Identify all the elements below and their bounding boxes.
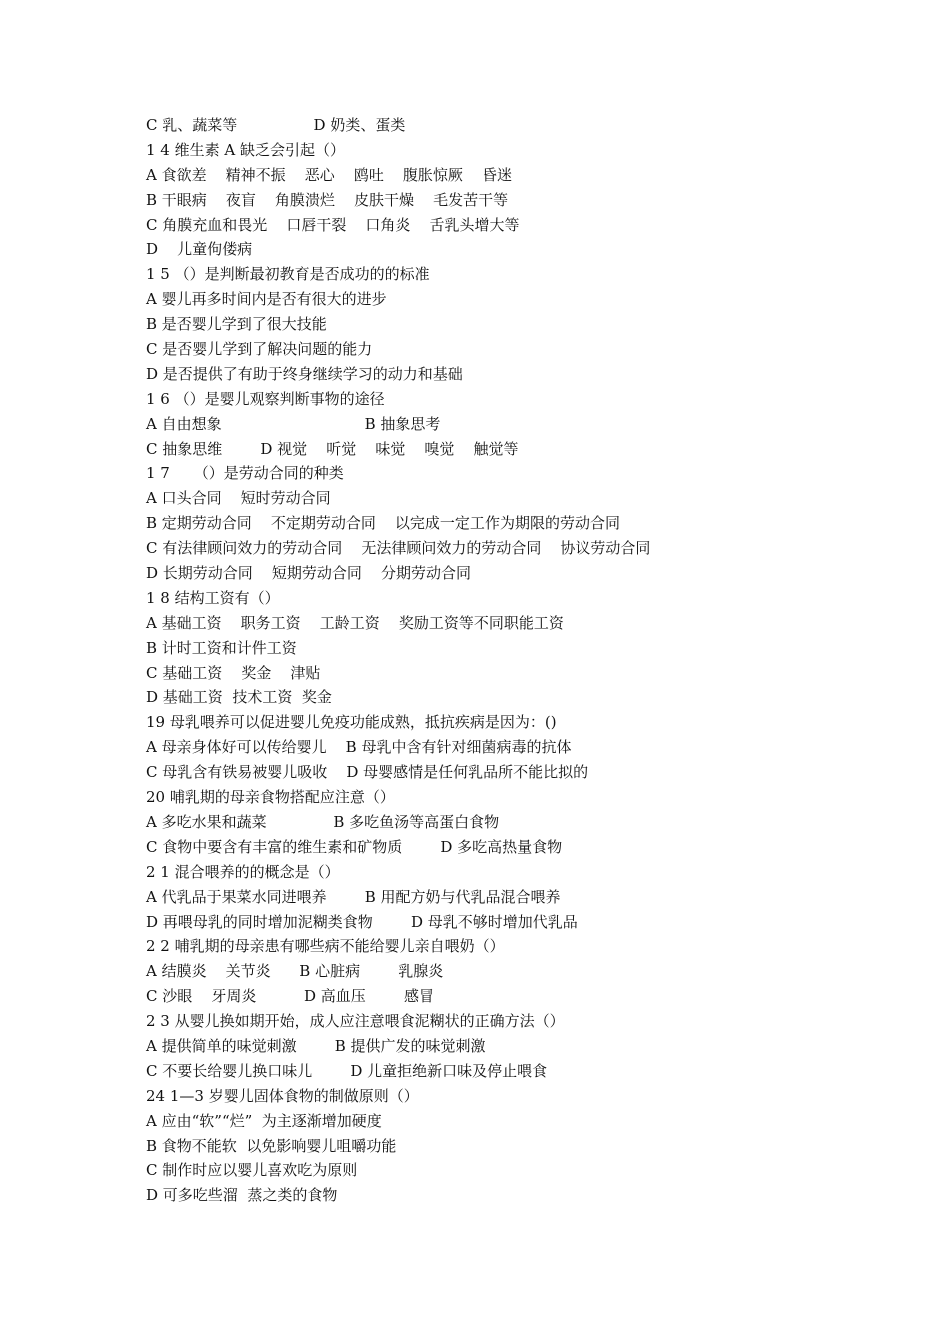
- question-22: 2 2 哺乳期的母亲患有哪些病不能给婴儿亲自喂奶（）: [146, 937, 505, 956]
- question-20: 20 哺乳期的母亲食物搭配应注意（）: [146, 788, 395, 807]
- question-15: 1 5 （）是判断最初教育是否成功的的标准: [146, 265, 430, 284]
- question-21: 2 1 混合喂养的的概念是（）: [146, 862, 340, 881]
- question-17: 1 7 （）是劳动合同的种类: [146, 464, 344, 483]
- text-line: C 乳、蔬菜等 D 奶类、蛋类: [146, 116, 406, 134]
- option-a-b: A 多吃水果和蔬菜 B 多吃鱼汤等高蛋白食物: [146, 812, 500, 831]
- document-page: [146, 113, 906, 1208]
- question-16: 1 6 （）是婴儿观察判断事物的途径: [146, 389, 385, 408]
- option-c-d: C 食物中要含有丰富的维生素和矿物质 D 多吃高热量食物: [146, 837, 563, 856]
- option-b: B 计时工资和计件工资: [146, 638, 297, 657]
- option-d: D 可多吃些溜 蒸之类的食物: [146, 1186, 338, 1205]
- option-a: A 应由“软”“烂” 为主逐渐增加硬度: [146, 1111, 382, 1130]
- option-a-b: A 代乳品于果菜水同进喂养 B 用配方奶与代乳品混合喂养: [146, 887, 561, 906]
- option-b: B 是否婴儿学到了很大技能: [146, 315, 327, 334]
- option-c: C 角膜充血和畏光 口唇干裂 口角炎 舌乳头增大等: [146, 215, 520, 234]
- option-a-b: A 母亲身体好可以传给婴儿 B 母乳中含有针对细菌病毒的抗体: [146, 738, 572, 757]
- option-a-b: A 结膜炎 关节炎 B 心脏病 乳腺炎: [146, 962, 444, 981]
- option-a-b: A 提供简单的味觉刺激 B 提供广发的味觉刺激: [146, 1036, 486, 1055]
- option-c: C 制作时应以婴儿喜欢吃为原则: [146, 1161, 358, 1180]
- option-d: D 儿童佝偻病: [146, 240, 253, 259]
- option-a-b: A 自由想象 B 抽象思考: [146, 414, 441, 433]
- option-c: C 是否婴儿学到了解决问题的能力: [146, 340, 373, 359]
- option-d: D 是否提供了有助于终身继续学习的动力和基础: [146, 364, 463, 383]
- option-c: C 有法律顾问效力的劳动合同 无法律顾问效力的劳动合同 协议劳动合同: [146, 539, 651, 558]
- question-24: 24 1—3 岁婴儿固体食物的制做原则（）: [146, 1086, 419, 1105]
- option-c-d: C 母乳含有铁易被婴儿吸收 D 母婴感情是任何乳品所不能比拟的: [146, 763, 589, 782]
- option-d: D 基础工资 技术工资 奖金: [146, 688, 332, 707]
- option-c-d: C 沙眼 牙周炎 D 高血压 感冒: [146, 987, 434, 1006]
- option-a: A 食欲差 精神不振 恶心 鸥吐 腹胀惊厥 昏迷: [146, 165, 512, 184]
- option-a: A 基础工资 职务工资 工龄工资 奖励工资等不同职能工资: [146, 613, 564, 632]
- option-d: D 长期劳动合同 短期劳动合同 分期劳动合同: [146, 564, 471, 583]
- question-19: 19 母乳喂养可以促进婴儿免疫功能成熟，抵抗疾病是因为：(): [146, 713, 557, 732]
- option-a: A 婴儿再多时间内是否有很大的进步: [146, 290, 387, 309]
- option-a: A 口头合同 短时劳动合同: [146, 489, 331, 508]
- option-c-d: C 抽象思维 D 视觉 听觉 味觉 嗅觉 触觉等: [146, 439, 519, 458]
- option-c-d: C 不要长给婴儿换口味儿 D 儿童拒绝新口味及停止喂食: [146, 1061, 548, 1080]
- question-14: 1 4 维生素 A 缺乏会引起（）: [146, 140, 345, 159]
- option-c: C 基础工资 奖金 津贴: [146, 663, 321, 682]
- option-b: B 定期劳动合同 不定期劳动合同 以完成一定工作为期限的劳动合同: [146, 514, 620, 533]
- option-b: B 干眼病 夜盲 角膜溃烂 皮肤干燥 毛发苦干等: [146, 190, 509, 209]
- question-18: 1 8 结构工资有（）: [146, 588, 280, 607]
- question-23: 2 3 从婴儿换如期开始，成人应注意喂食泥糊状的正确方法（）: [146, 1012, 565, 1031]
- option-c-d: D 再喂母乳的同时增加泥糊类食物 D 母乳不够时增加代乳品: [146, 912, 578, 931]
- option-b: B 食物不能软 以免影响婴儿咀嚼功能: [146, 1136, 397, 1155]
